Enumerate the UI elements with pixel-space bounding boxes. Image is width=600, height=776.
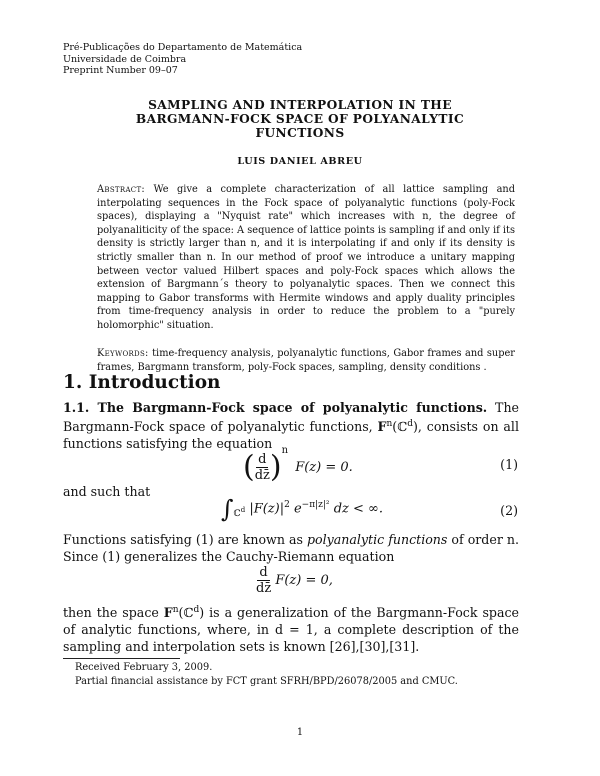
page-number: 1 [296, 727, 304, 738]
title-line-2: BARGMANN-FOCK SPACE OF POLYANALYTIC [135, 112, 465, 126]
para1-text-b: , consists on all functions satisfying the equation [63, 419, 519, 452]
author-name: LUIS DANIEL ABREU [237, 156, 363, 167]
preprint-header [63, 42, 302, 77]
title-line-1: SAMPLING AND INTERPOLATION IN THE [148, 98, 452, 112]
para3-text-b: is a generalization of the Bargmann-Fock space of analytic functions, where, in d = 1, a complete description of the sampling and interpolation sets is known [26],[30],[31]. [63, 605, 519, 655]
section-title: 1. Introduction [63, 372, 221, 393]
space-argument: (ℂ [392, 419, 408, 435]
eq3-denominator: dz̄ [256, 581, 272, 596]
equation-2-label: (2) [500, 503, 518, 518]
para2-text-b: of order n. Since (1) generalizes the Cauchy-Riemann equation [63, 532, 519, 564]
and-such-that: and such that [63, 484, 151, 499]
eq3-fraction [256, 565, 271, 596]
para3-text-a: then the space [63, 605, 164, 621]
keywords-block [97, 347, 515, 374]
eq2-domain-symbol: ℂ [233, 509, 241, 520]
keywords-label: Keywords: [97, 348, 149, 359]
space-symbol: F [377, 419, 387, 435]
equation-3 [256, 565, 333, 596]
space-close-2: ) [199, 605, 205, 621]
eq1-fraction [255, 452, 270, 483]
para1-text-a: The Bargmann-Fock space of polyanalytic functions, [63, 400, 520, 435]
intro-paragraph-2 [63, 531, 519, 565]
eq2-exponent: −π|z|² [301, 500, 330, 511]
abstract-text: We give a complete characterization of all lattice sampling and interpolating sequences in the Fock space of polyanalytic functions (poly-Fock spaces), displaying a "Nyquist rate" which increases with n, the degree of polyanaliticity of the space: A sequence of lattice points is sampling if and only if its density is strictly larger than n, and it is interpolating if and only if its density is strictly smaller than n. In our method of proof we introduce a unitary mapping between vector valued Hilbert spaces and poly-Fock spaces which allows the extension of Bargmann´s theory to polyanalytic spaces. Then we connect this mapping to Gabor transforms with Hermite windows and apply duality principles from time-frequency analysis in order to reduce the problem to a "purely holomorphic" situation. [97, 184, 515, 331]
eq2-integral-sign: ∫ [221, 495, 234, 523]
eq3-rhs: F(z) = 0, [275, 573, 333, 588]
eq2-body: |F(z)| [249, 501, 285, 517]
equation-1 [243, 445, 353, 483]
eq1-rhs: F(z) = 0. [295, 460, 353, 475]
subsection-title: 1.1. The Bargmann-Fock space of polyanalytic functions. [63, 400, 488, 415]
header-line-preprint-number: Preprint Number 09–07 [63, 65, 178, 76]
footnote-funding: Partial financial assistance by FCT grant SFRH/BPD/26078/2005 and CMUC. [75, 676, 458, 687]
eq2-domain [233, 506, 246, 520]
keywords-text: time-frequency analysis, polyanalytic functions, Gabor frames and super frames, Bargmann transform, poly-Fock spaces, sampling, density conditions . [97, 348, 515, 373]
eq2-exp-base: e [293, 501, 302, 517]
eq3-numerator: d [259, 565, 268, 580]
abstract-label: Abstract: [97, 184, 146, 195]
eq1-denominator: dz̄ [254, 468, 270, 483]
eq1-power: n [281, 445, 289, 456]
space-argument-superscript: d [407, 419, 413, 429]
eq1-numerator: d [258, 452, 267, 467]
abstract [97, 183, 515, 333]
footnote-rule [63, 658, 180, 659]
space-argument-superscript-2: d [193, 605, 200, 615]
eq1-right-paren: ) [269, 449, 282, 485]
space-close: ) [413, 419, 418, 435]
eq2-square: 2 [284, 500, 290, 511]
intro-paragraph-3 [63, 602, 519, 655]
para2-emphasis: polyanalytic functions [306, 532, 448, 547]
eq2-domain-superscript: d [240, 506, 246, 515]
paper-title [60, 98, 540, 140]
equation-1-label: (1) [500, 457, 518, 472]
header-line-institution: Pré-Publicações do Departamento de Matemática [63, 42, 303, 53]
header-line-university: Universidade de Coimbra [63, 53, 187, 65]
space-symbol-2: F [163, 605, 173, 621]
footnote-received: Received February 3, 2009. [75, 662, 213, 673]
space-argument-2: (ℂ [178, 605, 194, 621]
title-line-3: FUNCTIONS [255, 126, 345, 140]
space-superscript: n [386, 419, 393, 429]
para2-text-a: Functions satisfying (1) are known as [63, 532, 307, 547]
eq2-tail: dz < ∞. [333, 501, 383, 517]
space-superscript-2: n [172, 605, 179, 615]
equation-2 [221, 495, 383, 523]
eq1-left-paren: ( [243, 449, 255, 485]
